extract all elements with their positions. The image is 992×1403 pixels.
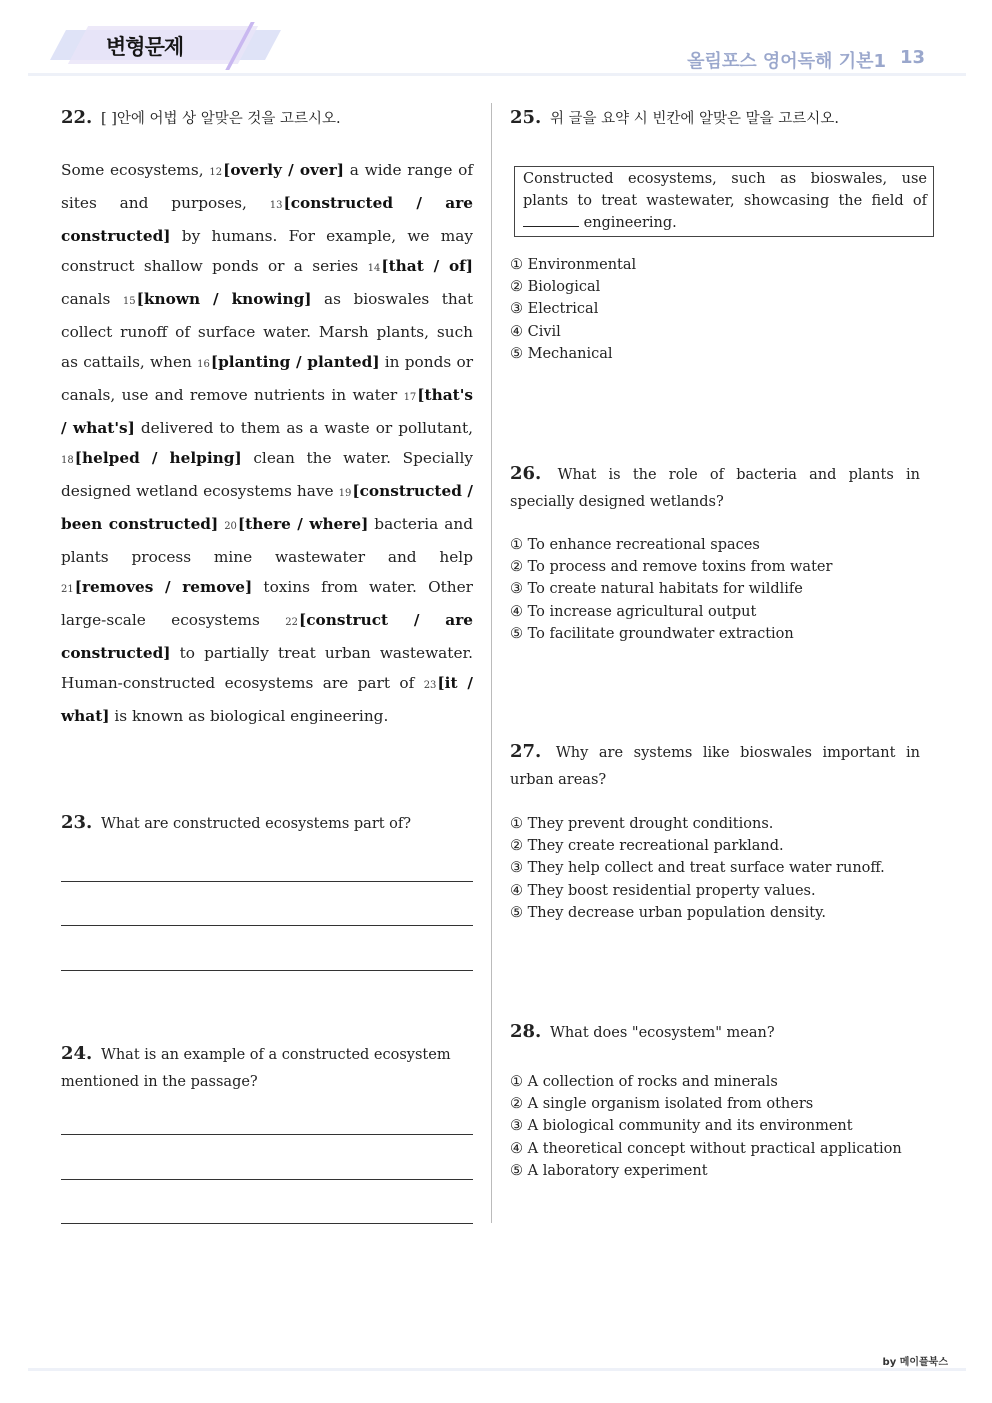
options-q28 bbox=[510, 1071, 930, 1182]
passage-segment: bacteria and plants process mine wastewater and help bbox=[61, 515, 473, 566]
answer-line[interactable] bbox=[61, 970, 473, 971]
option[interactable]: ① To enhance recreational spaces bbox=[510, 537, 760, 553]
option[interactable]: ⑤ Mechanical bbox=[510, 345, 613, 362]
summary-text: Constructed ecosystems, such as bioswales, use plants to treat wastewater, showcasing the field of bbox=[523, 171, 927, 209]
option[interactable]: ③ A biological community and its environment bbox=[510, 1118, 853, 1135]
blank-number: 14 bbox=[367, 263, 381, 274]
question-number: 23. bbox=[61, 812, 93, 833]
blank-number: 15 bbox=[122, 296, 136, 307]
summary-text-end: engineering. bbox=[579, 215, 677, 231]
option[interactable]: ② To process and remove toxins from water bbox=[510, 559, 833, 576]
passage-segment: in ponds or canals, use and remove nutrients in water bbox=[61, 353, 474, 404]
column-divider bbox=[491, 103, 492, 1223]
option[interactable]: ④ They boost residential property values. bbox=[510, 882, 816, 899]
book-title: 올림포스 영어독해 기본1 bbox=[687, 51, 886, 72]
blank-number: 16 bbox=[197, 359, 210, 370]
option[interactable]: ④ A theoretical concept without practical application bbox=[510, 1140, 902, 1157]
options-q26 bbox=[510, 534, 930, 645]
question-number: 28. bbox=[510, 1021, 542, 1042]
question-prompt: [ ]안에 어법 상 알맞은 것을 고르시오. bbox=[100, 111, 341, 127]
passage-segment: is known as biological engineering. bbox=[109, 707, 389, 725]
passage-segment: by humans. For example, we may construct shallow ponds or a series bbox=[61, 227, 473, 275]
passage-segment: clean the water. Specially designed wetland ecosystems have bbox=[61, 449, 473, 500]
answer-line[interactable] bbox=[61, 1134, 473, 1135]
grammar-choice: [that / of] bbox=[381, 257, 473, 275]
options-q27 bbox=[510, 813, 930, 924]
blank-number: 23 bbox=[423, 680, 437, 691]
footer-credit: by 메이플북스 bbox=[882, 1357, 948, 1368]
passage-segment: as bioswales that collect runoff of surface water. Marsh plants, such as cattails, when bbox=[61, 290, 474, 371]
passage-segment: to partially treat urban wastewater. Human-constructed ecosystems are part of bbox=[61, 644, 473, 692]
header-rule bbox=[28, 73, 966, 76]
options-q25 bbox=[510, 254, 930, 365]
question-27 bbox=[510, 738, 920, 794]
option[interactable]: ③ Electrical bbox=[510, 301, 599, 318]
grammar-choice: [there / where] bbox=[237, 515, 369, 533]
option[interactable]: ② A single organism isolated from others bbox=[510, 1096, 814, 1113]
summary-blank bbox=[523, 212, 579, 227]
option[interactable]: ⑤ They decrease urban population density. bbox=[510, 904, 826, 921]
question-prompt: What does "ecosystem" mean? bbox=[549, 1025, 775, 1041]
option[interactable]: ③ They help collect and treat surface water runoff. bbox=[510, 860, 885, 877]
blank-number: 22 bbox=[285, 617, 298, 628]
option[interactable]: ④ To increase agricultural output bbox=[510, 603, 757, 620]
question-prompt: 위 글을 요약 시 빈칸에 알맞은 말을 고르시오. bbox=[549, 111, 839, 127]
blank-number: 20 bbox=[224, 521, 237, 532]
grammar-choice: [it / what] bbox=[61, 674, 473, 725]
question-26 bbox=[510, 460, 920, 516]
grammar-choice: [that's / what's] bbox=[61, 386, 473, 437]
question-28 bbox=[510, 1018, 930, 1047]
question-22 bbox=[61, 104, 481, 133]
question-number: 22. bbox=[61, 107, 93, 128]
grammar-choice: [known / knowing] bbox=[136, 290, 312, 308]
footer-rule bbox=[28, 1368, 966, 1371]
grammar-choice: [removes / remove] bbox=[74, 578, 253, 596]
passage-segment: toxins from water. Other large-scale ecosystems bbox=[61, 578, 473, 629]
blank-number: 21 bbox=[61, 584, 74, 595]
option[interactable]: ③ To create natural habitats for wildlife bbox=[510, 581, 803, 598]
blank-number: 19 bbox=[338, 488, 352, 499]
blank-number: 12 bbox=[209, 167, 223, 178]
section-title: 변형문제 bbox=[106, 35, 184, 59]
option[interactable]: ① They prevent drought conditions. bbox=[510, 816, 774, 832]
blank-number: 17 bbox=[403, 392, 417, 403]
option[interactable]: ④ Civil bbox=[510, 323, 561, 340]
grammar-choice: [constructed / are constructed] bbox=[61, 194, 474, 245]
question-number: 26. bbox=[510, 463, 542, 484]
option[interactable]: ① Environmental bbox=[510, 257, 637, 273]
grammar-choice: [constructed / been constructed] bbox=[61, 482, 473, 533]
answer-line[interactable] bbox=[61, 881, 473, 882]
answer-line[interactable] bbox=[61, 1179, 473, 1180]
option[interactable]: ⑤ A laboratory experiment bbox=[510, 1162, 708, 1179]
answer-line[interactable] bbox=[61, 925, 473, 926]
question-25 bbox=[510, 104, 930, 133]
blank-number: 18 bbox=[61, 455, 74, 466]
option[interactable]: ① A collection of rocks and minerals bbox=[510, 1074, 778, 1090]
question-prompt: Why are systems like bioswales important in urban areas? bbox=[510, 745, 921, 788]
passage-segment: delivered to them as a waste or pollutant, bbox=[134, 419, 474, 437]
passage-segment: a wide range of sites and purposes, bbox=[61, 161, 474, 212]
blank-number: 13 bbox=[269, 200, 283, 211]
grammar-choice: [construct / are constructed] bbox=[61, 611, 473, 662]
question-number: 27. bbox=[510, 741, 542, 762]
question-number: 25. bbox=[510, 107, 542, 128]
passage-segment: Some ecosystems, bbox=[61, 161, 210, 179]
question-24 bbox=[61, 1040, 473, 1096]
passage-segment: canals bbox=[61, 290, 123, 308]
grammar-choice: [helped / helping] bbox=[74, 449, 242, 467]
answer-line[interactable] bbox=[61, 1223, 473, 1224]
grammar-choice: [overly / over] bbox=[223, 161, 345, 179]
question-number: 24. bbox=[61, 1043, 93, 1064]
question-23 bbox=[61, 809, 481, 838]
option[interactable]: ② Biological bbox=[510, 279, 601, 296]
option[interactable]: ⑤ To facilitate groundwater extraction bbox=[510, 625, 794, 642]
question-prompt: What are constructed ecosystems part of? bbox=[100, 816, 412, 832]
question-prompt: What is the role of bacteria and plants in specially designed wetlands? bbox=[510, 467, 920, 510]
summary-box bbox=[514, 166, 934, 237]
grammar-choice: [planting / planted] bbox=[210, 353, 380, 371]
option[interactable]: ② They create recreational parkland. bbox=[510, 838, 784, 855]
passage-text bbox=[61, 155, 473, 731]
page-number: 13 bbox=[900, 47, 926, 68]
question-prompt: What is an example of a constructed ecosystem mentioned in the passage? bbox=[61, 1047, 451, 1090]
